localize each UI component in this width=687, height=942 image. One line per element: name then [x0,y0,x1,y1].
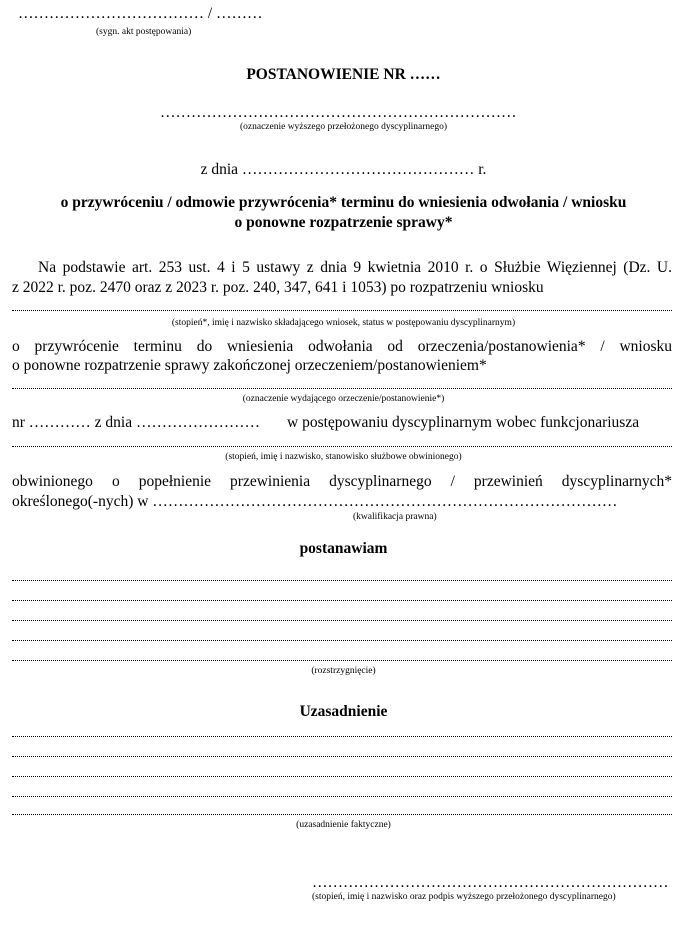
accused-field[interactable] [12,446,672,447]
accused-caption: (stopień, imię i nazwisko, stanowisko służbowe obwinionego) [225,452,462,462]
legal-basis-line-1: Na podstawie art. 253 ust. 4 i 5 ustawy z dnia 9 kwietnia 2010 r. o Służbie Więziennej (Dz. U. [38,259,672,276]
case-reference-line[interactable]: ……………………………… / ……… [18,5,263,22]
decision-line-1[interactable] [12,580,672,581]
date-line[interactable]: z dnia ……………………………………… r. [200,161,487,178]
decision-heading: postanawiam [299,540,388,557]
superior-designation-line[interactable]: …………………………………………………………… [160,104,517,121]
document-title: POSTANOWIENIE NR …… [246,66,441,83]
decision-caption: (rozstrzygnięcie) [311,666,376,676]
legal-qualification-caption: (kwalifikacja prawna) [353,512,437,522]
offence-line-1: obwinionego o popełnienie przewinienia dyscyplinarnego / przewinień dyscyplinarnych* [12,473,672,490]
decision-line-2[interactable] [12,600,672,601]
offence-line-2[interactable]: określonego(-nych) w ……………………………………………………………………………… [12,493,618,510]
legal-basis-line-2: z 2022 r. poz. 2470 oraz z 2023 r. poz. 240, 347, 641 i 1053) po rozpatrzeniu wniosku [12,279,544,296]
decision-line-4[interactable] [12,640,672,641]
decision-line-5[interactable] [12,660,672,661]
issuer-field[interactable] [12,388,672,389]
applicant-caption: (stopień*, imię i nazwisko składającego wniosek, status w postępowaniu dyscyplinarnym) [171,318,516,328]
justification-line-1[interactable] [12,736,672,737]
restoration-line-1: o przywrócenie terminu do wniesienia odwołania od orzeczenia/postanowienia* / wniosku [12,338,672,355]
number-date-line[interactable]: nr ………… z dnia …………………… [12,414,260,431]
signature-line[interactable]: …………………………………………………………… [312,874,669,891]
superior-designation-caption: (oznaczenie wyższego przełożonego dyscyplinarnego) [239,122,448,132]
signature-caption: (stopień, imię i nazwisko oraz podpis wyższego przełożonego dyscyplinarnego) [312,892,616,902]
decision-line-3[interactable] [12,620,672,621]
justification-line-5[interactable] [12,814,672,815]
applicant-field[interactable] [12,310,672,311]
restoration-line-2: o ponowne rozpatrzenie sprawy zakończonej orzeczeniem/postanowieniem* [12,357,487,374]
justification-heading: Uzasadnienie [299,703,388,720]
subject-line-2: o ponowne rozpatrzenie sprawy* [234,214,453,231]
proceedings-line: w postępowaniu dyscyplinarnym wobec funkcjonariusza [287,414,640,431]
justification-line-2[interactable] [12,756,672,757]
case-reference-caption: (sygn. akt postępowania) [96,27,192,37]
issuer-caption: (oznaczenie wydającego orzeczenie/postanowienie*) [242,394,445,404]
justification-line-3[interactable] [12,776,672,777]
subject-line-1: o przywróceniu / odmowie przywrócenia* terminu do wniesienia odwołania / wniosku [60,194,627,211]
justification-caption: (uzasadnienie faktyczne) [296,820,391,830]
justification-line-4[interactable] [12,796,672,797]
